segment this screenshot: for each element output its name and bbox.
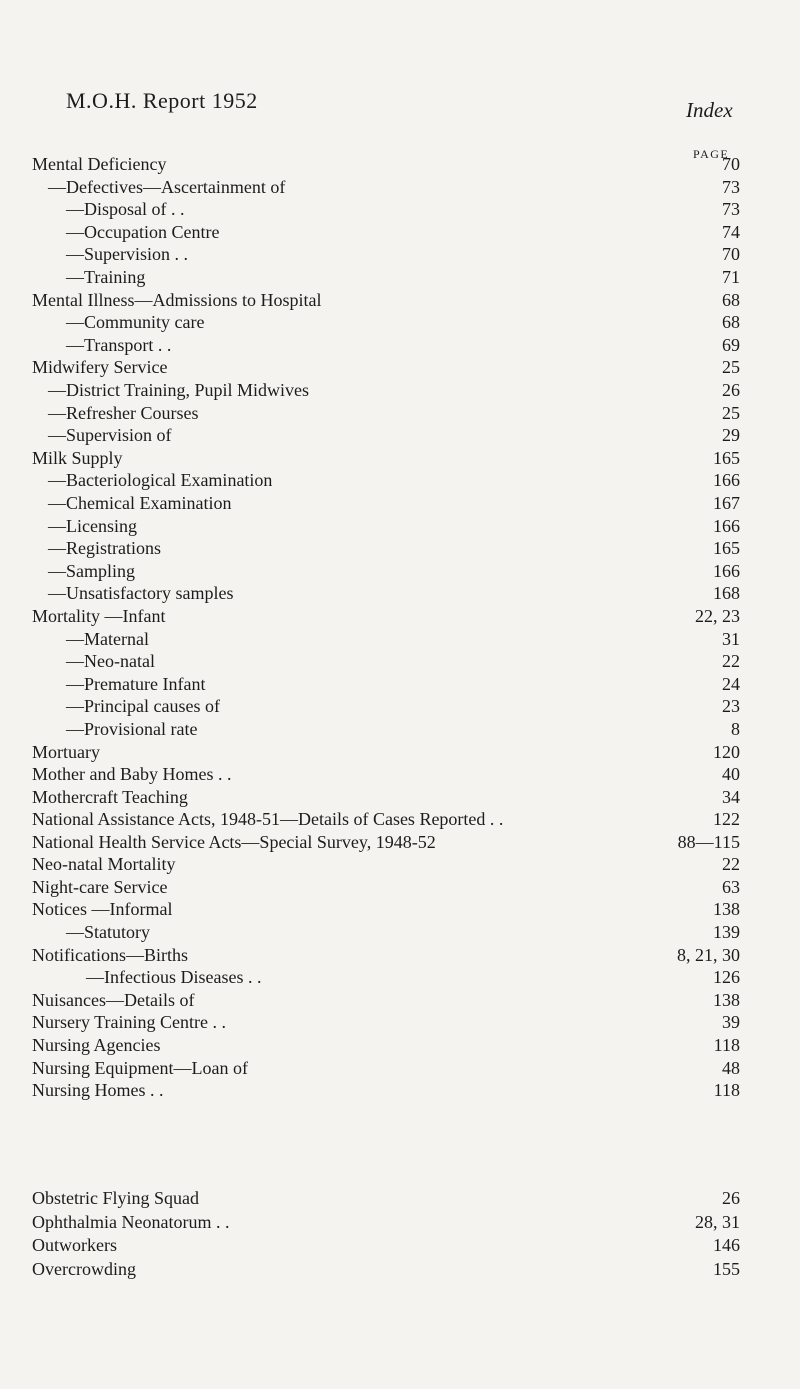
leader-dots xyxy=(275,965,670,989)
entry-page: 68 xyxy=(722,289,740,310)
leader-dots xyxy=(245,491,670,515)
entry-page: 165 xyxy=(713,538,740,559)
entry-page: 139 xyxy=(713,922,740,942)
entry-page: 166 xyxy=(713,560,740,581)
entry-page: 138 xyxy=(713,989,740,1010)
index-entry xyxy=(0,401,800,425)
entry-label: —Statutory xyxy=(66,922,150,942)
index-entry xyxy=(0,1257,800,1281)
index-entry xyxy=(0,717,800,741)
index-entry xyxy=(0,265,800,289)
entry-label: Outworkers xyxy=(32,1235,117,1256)
index-entry xyxy=(0,220,800,244)
entry-page: 31 xyxy=(722,628,740,649)
leader-dots xyxy=(286,468,670,492)
index-entry xyxy=(0,491,800,515)
entry-label: Mental Illness—Admissions to Hospital xyxy=(32,289,322,310)
entry-page: 167 xyxy=(713,493,740,513)
entry-label: —Infectious Diseases . . xyxy=(86,967,262,988)
entry-label: —Occupation Centre xyxy=(66,221,220,242)
entry-label: Obstetric Flying Squad xyxy=(32,1188,199,1208)
index-entry xyxy=(0,1078,800,1102)
page-column-label: PAGE xyxy=(693,147,730,161)
entry-page: 29 xyxy=(722,425,740,446)
entry-page: 8, 21, 30 xyxy=(677,944,740,965)
index-entry xyxy=(0,627,800,651)
index-entry xyxy=(0,1056,800,1080)
index-entry xyxy=(0,559,800,583)
entry-label: Mental Deficiency xyxy=(32,154,167,174)
leader-dots xyxy=(202,943,670,967)
entry-page: 48 xyxy=(722,1057,740,1078)
index-entry xyxy=(0,514,800,538)
leader-dots xyxy=(234,694,670,718)
index-entry xyxy=(0,333,800,357)
index-entry xyxy=(0,152,800,176)
index-entry xyxy=(0,785,800,809)
leader-dots xyxy=(186,897,670,921)
entry-label: Ophthalmia Neonatorum . . xyxy=(32,1211,230,1232)
entry-label: —District Training, Pupil Midwives xyxy=(48,380,310,400)
leader-dots xyxy=(219,672,670,696)
leader-dots xyxy=(450,830,670,854)
entry-label: Nursery Training Centre . . xyxy=(32,1012,226,1033)
entry-page: 73 xyxy=(722,176,740,197)
entry-label: Midwifery Service xyxy=(32,357,168,378)
entry-page: 8 xyxy=(731,719,740,739)
entry-page: 168 xyxy=(713,583,740,604)
entry-page: 24 xyxy=(722,673,740,694)
index-entry xyxy=(0,920,800,944)
index-entry xyxy=(0,830,800,854)
entry-page: 88—115 xyxy=(677,831,740,852)
entry-page: 23 xyxy=(722,696,740,717)
leader-dots xyxy=(181,355,670,379)
report-title: M.O.H. Report 1952 xyxy=(66,88,258,113)
leader-dots xyxy=(517,807,670,831)
entry-label: —Community care xyxy=(66,312,205,333)
entry-page: 155 xyxy=(713,1258,740,1279)
entry-page: 118 xyxy=(713,1080,740,1101)
entry-page: 165 xyxy=(713,447,740,468)
entry-label: —Provisional rate xyxy=(66,719,198,739)
leader-dots xyxy=(323,378,670,402)
leader-dots xyxy=(211,717,670,741)
entry-label: —Transport . . xyxy=(66,334,172,355)
leader-dots xyxy=(159,265,670,289)
leader-dots xyxy=(163,627,670,651)
leader-dots xyxy=(149,559,670,583)
entry-label: Nursing Equipment—Loan of xyxy=(32,1057,248,1078)
index-entry xyxy=(0,468,800,492)
entry-label: —Supervision . . xyxy=(66,244,189,265)
entry-page: 122 xyxy=(713,809,740,829)
entry-label: Overcrowding xyxy=(32,1258,136,1279)
index-entry xyxy=(0,197,800,221)
entry-page: 63 xyxy=(722,876,740,897)
leader-dots xyxy=(178,1078,670,1102)
index-entry xyxy=(0,581,800,605)
leader-dots xyxy=(164,920,670,944)
leader-dots xyxy=(189,852,670,876)
index-entry xyxy=(0,355,800,379)
leader-dots xyxy=(174,1033,670,1057)
index-entry xyxy=(0,1186,800,1210)
leader-dots xyxy=(233,220,670,244)
entry-page: 71 xyxy=(722,267,740,287)
entry-page: 166 xyxy=(713,515,740,536)
entry-page: 25 xyxy=(722,357,740,378)
index-entry xyxy=(0,672,800,696)
index-entry xyxy=(0,175,800,199)
entry-label: Nursing Agencies xyxy=(32,1035,161,1055)
leader-dots xyxy=(199,197,670,221)
index-entry xyxy=(0,446,800,470)
entry-page: 34 xyxy=(722,786,740,807)
leader-dots xyxy=(114,740,670,764)
entry-label: —Bacteriological Examination xyxy=(48,470,273,491)
leader-dots xyxy=(202,785,670,809)
leader-dots xyxy=(245,762,670,786)
entry-page: 146 xyxy=(713,1235,740,1256)
entry-label: —Registrations xyxy=(48,538,161,559)
index-entry xyxy=(0,1233,800,1257)
index-title: Index xyxy=(686,98,733,122)
leader-dots xyxy=(185,333,670,357)
index-entry xyxy=(0,242,800,266)
entry-label: —Chemical Examination xyxy=(48,493,232,513)
index-entry xyxy=(0,288,800,312)
leader-dots xyxy=(262,1056,670,1080)
index-entry xyxy=(0,965,800,989)
index-entry xyxy=(0,1210,800,1234)
entry-label: Nuisances—Details of xyxy=(32,989,195,1010)
entry-label: —Disposal of . . xyxy=(66,199,185,220)
entry-page: 74 xyxy=(722,221,740,242)
leader-dots xyxy=(131,1233,670,1257)
leader-dots xyxy=(180,152,670,176)
leader-dots xyxy=(179,604,670,628)
entry-label: Notices —Informal xyxy=(32,899,173,920)
entry-label: —Licensing xyxy=(48,515,137,536)
entry-page: 126 xyxy=(713,967,740,988)
leader-dots xyxy=(208,988,670,1012)
entry-label: —Unsatisfactory samples xyxy=(48,583,234,604)
entry-label: Mothercraft Teaching xyxy=(32,786,188,807)
entry-label: —Sampling xyxy=(48,560,136,581)
entry-label: —Training xyxy=(66,267,146,287)
entry-page: 22 xyxy=(722,854,740,875)
entry-page: 26 xyxy=(722,1188,740,1208)
index-entry xyxy=(0,649,800,673)
entry-page: 39 xyxy=(722,1012,740,1033)
leader-dots xyxy=(151,514,670,538)
leader-dots xyxy=(212,401,670,425)
leader-dots xyxy=(175,536,670,560)
leader-dots xyxy=(336,288,670,312)
index-entry xyxy=(0,1033,800,1057)
leader-dots xyxy=(137,446,670,470)
index-entry xyxy=(0,852,800,876)
index-entry xyxy=(0,1010,800,1034)
entry-page: 28, 31 xyxy=(695,1211,740,1232)
entry-page: 40 xyxy=(722,764,740,785)
index-entry xyxy=(0,604,800,628)
index-entry xyxy=(0,988,800,1012)
index-entry xyxy=(0,423,800,447)
leader-dots xyxy=(213,1186,670,1210)
entry-label: National Assistance Acts, 1948-51—Details of Cases Reported . . xyxy=(32,809,504,829)
entry-label: Notifications—Births xyxy=(32,944,188,965)
leader-dots xyxy=(247,581,670,605)
entry-label: —Premature Infant xyxy=(66,673,206,694)
index-entry xyxy=(0,536,800,560)
index-entry xyxy=(0,762,800,786)
leader-dots xyxy=(218,310,670,334)
entry-label: Milk Supply xyxy=(32,447,123,468)
index-entry xyxy=(0,807,800,831)
leader-dots xyxy=(169,649,670,673)
entry-page: 22 xyxy=(722,651,740,672)
entry-label: National Health Service Acts—Special Survey, 1948-52 xyxy=(32,831,436,852)
entry-page: 138 xyxy=(713,899,740,920)
entry-label: Neo-natal Mortality xyxy=(32,854,176,875)
leader-dots xyxy=(243,1210,670,1234)
entry-label: —Neo-natal xyxy=(66,651,155,672)
entry-page: 70 xyxy=(722,244,740,265)
leader-dots xyxy=(181,875,670,899)
index-entry xyxy=(0,378,800,402)
entry-page: 68 xyxy=(722,312,740,333)
index-entry xyxy=(0,943,800,967)
leader-dots xyxy=(240,1010,670,1034)
entry-page: 118 xyxy=(713,1035,740,1055)
entry-page: 22, 23 xyxy=(695,606,740,626)
entry-page: 120 xyxy=(713,741,740,762)
entry-page: 70 xyxy=(722,154,740,174)
leader-dots xyxy=(299,175,670,199)
leader-dots xyxy=(186,423,670,447)
index-entry xyxy=(0,897,800,921)
entry-label: Mother and Baby Homes . . xyxy=(32,764,232,785)
entry-label: Mortality —Infant xyxy=(32,606,166,626)
entry-label: Night-care Service xyxy=(32,876,168,897)
entry-label: —Defectives—Ascertainment of xyxy=(48,176,286,197)
entry-page: 166 xyxy=(713,470,740,491)
entry-page: 25 xyxy=(722,402,740,423)
entry-label: Mortuary xyxy=(32,741,100,762)
leader-dots xyxy=(150,1257,670,1281)
index-entry xyxy=(0,875,800,899)
index-entry xyxy=(0,740,800,764)
entry-page: 73 xyxy=(722,199,740,220)
index-entry xyxy=(0,310,800,334)
entry-page: 69 xyxy=(722,334,740,355)
entry-page: 26 xyxy=(722,380,740,400)
entry-label: —Refresher Courses xyxy=(48,402,199,423)
entry-label: —Principal causes of xyxy=(66,696,220,717)
entry-label: —Maternal xyxy=(66,628,149,649)
entry-label: Nursing Homes . . xyxy=(32,1080,164,1101)
index-entry xyxy=(0,694,800,718)
leader-dots xyxy=(202,242,670,266)
entry-label: —Supervision of xyxy=(48,425,172,446)
